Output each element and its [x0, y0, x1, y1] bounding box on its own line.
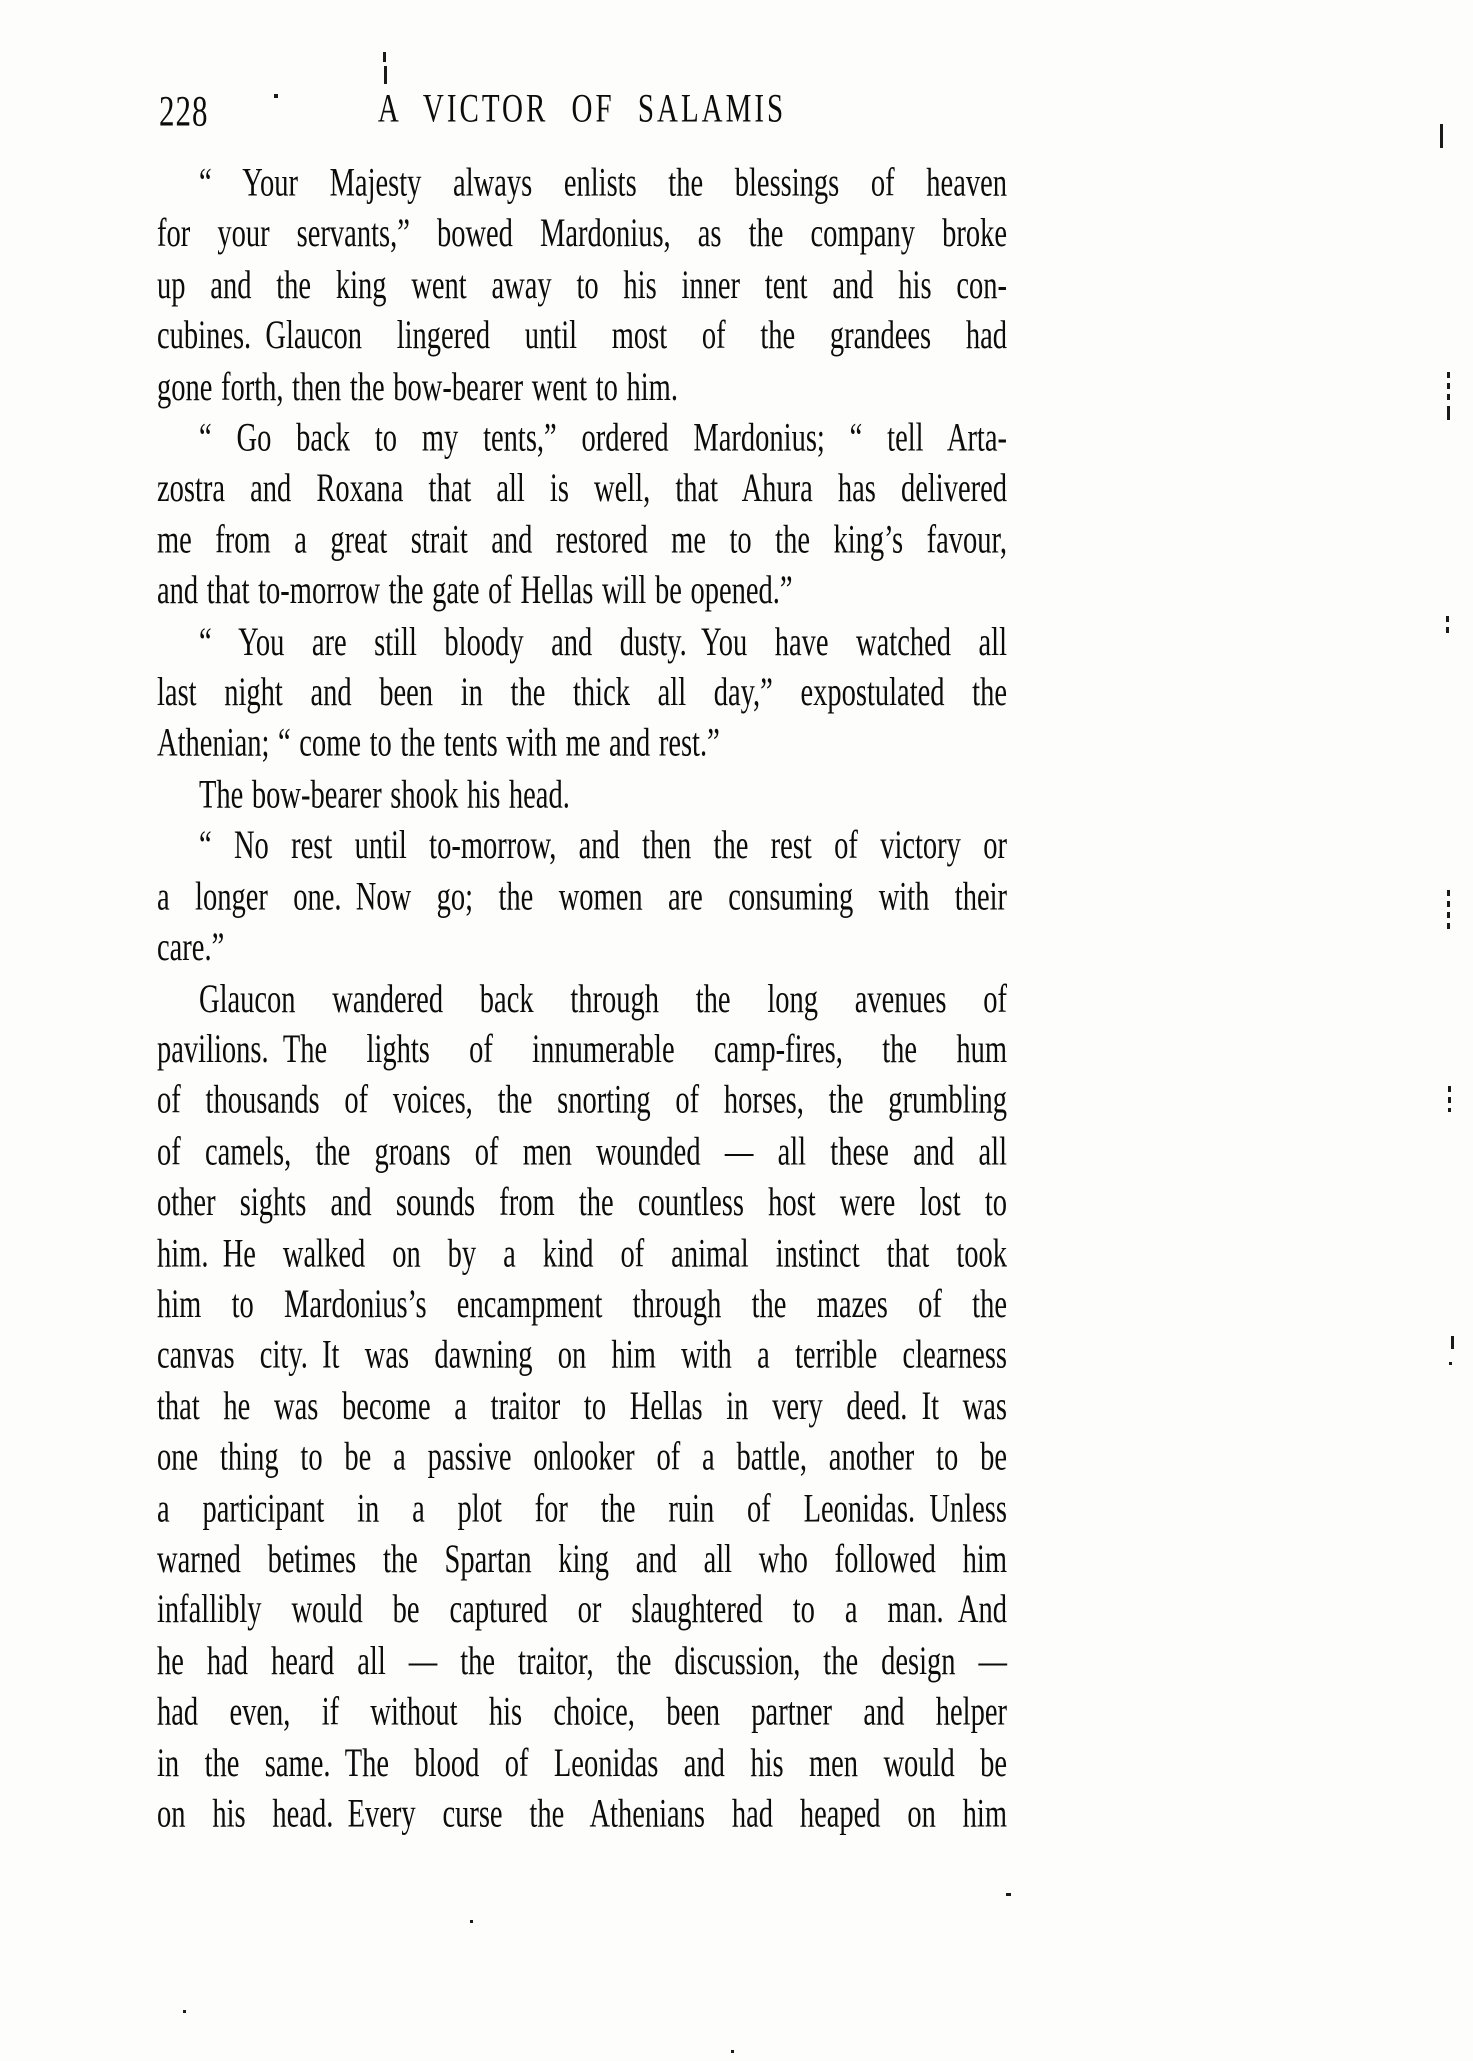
text-line: up and the king went away to his inner tent and his con-	[157, 263, 1007, 308]
scan-artifact	[470, 1920, 473, 1923]
scan-artifact	[1447, 890, 1450, 934]
text-line: he had heard all — the traitor, the discussion, the design —	[157, 1640, 1007, 1684]
scan-artifact	[1006, 1893, 1011, 1896]
text-line: warned betimes the Spartan king and all who followed him	[157, 1538, 1007, 1582]
scan-artifact	[1448, 1086, 1451, 1112]
text-line: “ You are still bloody and dusty. You have watched all	[199, 620, 1007, 665]
running-title: A VICTOR OF SALAMIS	[377, 86, 787, 132]
text-line: one thing to be a passive onlooker of a battle, another to be	[157, 1436, 1007, 1480]
text-line: a participant in a plot for the ruin of Leonidas. Unless	[157, 1487, 1007, 1531]
text-line: last night and been in the thick all day,” expostulated the	[157, 671, 1007, 716]
text-line: had even, if without his choice, been partner and helper	[157, 1691, 1007, 1735]
scan-artifact	[1447, 406, 1450, 420]
text-line: me from a great strait and restored me to the king’s favour,	[157, 518, 1007, 563]
scan-artifact	[1449, 1362, 1452, 1365]
scanned-text-area	[157, 85, 1007, 1841]
page-header	[157, 85, 1007, 159]
text-line: on his head. Every curse the Athenians had heaped on him	[157, 1793, 1007, 1837]
text-line: him to Mardonius’s encampment through the mazes of the	[157, 1283, 1007, 1327]
text-line: zostra and Roxana that all is well, that Ahura has delivered	[157, 467, 1007, 512]
scan-artifact	[1446, 616, 1449, 638]
scan-artifact	[384, 66, 387, 84]
scan-artifact	[383, 52, 386, 62]
text-line: pavilions. The lights of innumerable camp-fires, the hum	[157, 1028, 1007, 1072]
text-line: him. He walked on by a kind of animal instinct that took	[157, 1232, 1007, 1276]
text-line: infallibly would be captured or slaughtered to a man. And	[157, 1589, 1007, 1633]
text-line: other sights and sounds from the countless host were lost to	[157, 1181, 1007, 1225]
text-line: in the same. The blood of Leonidas and his men would be	[157, 1742, 1007, 1786]
text-line: gone forth, then the bow-bearer went to him.	[157, 365, 678, 410]
text-line: “ Your Majesty always enlists the blessings of heaven	[199, 162, 1007, 206]
text-line: that he was become a traitor to Hellas in very deed. It was	[157, 1385, 1007, 1429]
text-line: a longer one. Now go; the women are consuming with their	[157, 875, 1007, 919]
text-line: The bow-bearer shook his head.	[199, 773, 570, 818]
text-line: of thousands of voices, the snorting of horses, the grumbling	[157, 1079, 1007, 1123]
text-line: cubines. Glaucon lingered until most of the grandees had	[157, 314, 1007, 359]
scan-artifact	[183, 2010, 186, 2013]
text-line: for your servants,” bowed Mardonius, as the company broke	[157, 212, 1007, 257]
text-line: and that to-morrow the gate of Hellas will be opened.”	[157, 569, 793, 614]
text-line: of camels, the groans of men wounded — all these and all	[157, 1130, 1007, 1174]
scan-artifact	[731, 2050, 734, 2053]
text-line: “ Go back to my tents,” ordered Mardonius; “ tell Arta-	[199, 416, 1007, 461]
text-line: canvas city. It was dawning on him with a terrible clearness	[157, 1334, 1007, 1378]
body-text	[157, 159, 1007, 1841]
text-line: “ No rest until to-morrow, and then the rest of victory or	[199, 824, 1007, 868]
scan-artifact	[1447, 372, 1450, 402]
page-number: 228	[159, 86, 209, 136]
text-line: Glaucon wandered back through the long avenues of	[199, 977, 1007, 1021]
scan-artifact	[1440, 124, 1443, 148]
text-line: care.”	[157, 926, 225, 970]
scan-artifact	[1451, 1336, 1454, 1349]
text-line: Athenian; “ come to the tents with me and rest.”	[157, 722, 720, 767]
scan-artifact	[274, 94, 278, 98]
